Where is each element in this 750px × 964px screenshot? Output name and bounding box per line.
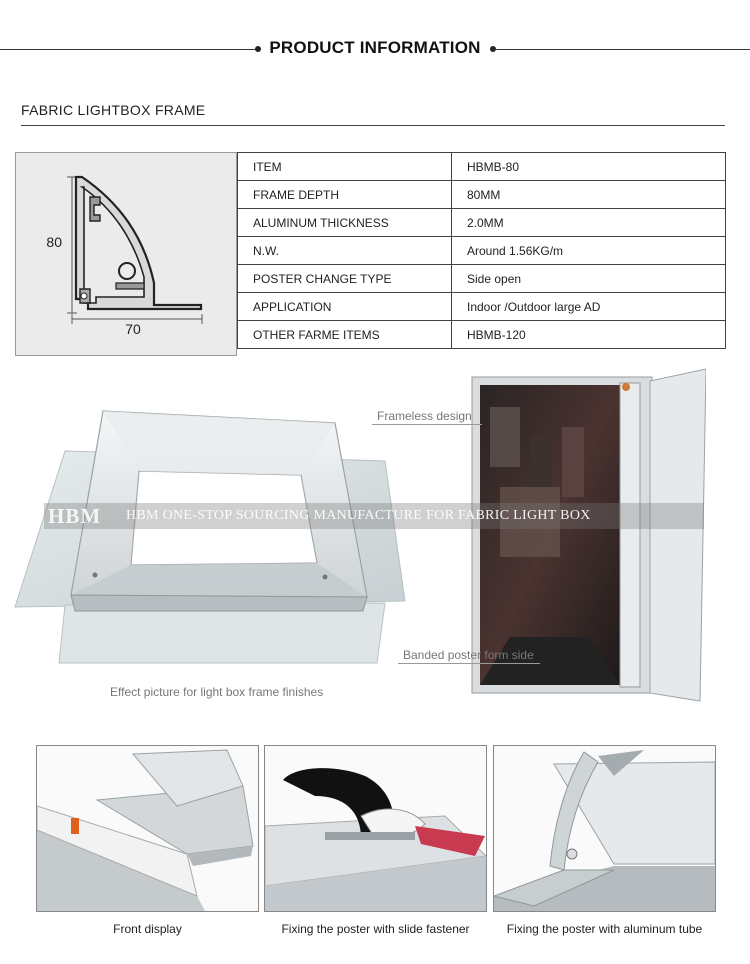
spec-key: ITEM	[238, 153, 452, 181]
caption-slide-fastener: Fixing the poster with slide fastener	[281, 922, 470, 936]
spec-key: POSTER CHANGE TYPE	[238, 265, 452, 293]
table-row	[238, 209, 726, 237]
header-line-left	[0, 49, 256, 50]
spec-table	[237, 152, 726, 349]
spec-key: FRAME DEPTH	[238, 181, 452, 209]
table-row	[238, 181, 726, 209]
table-row	[238, 237, 726, 265]
photo-slide-fastener	[264, 745, 487, 912]
callout-banded-line	[398, 663, 540, 664]
table-row	[238, 293, 726, 321]
watermark-band	[44, 503, 704, 529]
header-dot-left	[255, 46, 261, 52]
spec-value: 80MM	[452, 181, 726, 209]
spec-value: Side open	[452, 265, 726, 293]
table-row	[238, 265, 726, 293]
table-row	[238, 321, 726, 349]
frame-caption: Effect picture for light box frame finishes	[110, 685, 324, 699]
frame-effect-picture	[5, 405, 425, 667]
caption-front-display: Front display	[113, 922, 182, 936]
spec-key: OTHER FARME ITEMS	[238, 321, 452, 349]
photo-front-display	[36, 745, 259, 912]
profile-cross-section	[16, 153, 236, 355]
spec-value: Indoor /Outdoor large AD	[452, 293, 726, 321]
watermark-text: HBM ONE-STOP SOURCING MANUFACTURE FOR FABRIC LIGHT BOX	[126, 508, 591, 523]
caption-aluminum-tube: Fixing the poster with aluminum tube	[506, 922, 703, 936]
spec-value: 2.0MM	[452, 209, 726, 237]
page-title: PRODUCT INFORMATION	[269, 38, 481, 57]
watermark-logo: HBM	[48, 504, 102, 528]
spec-value: HBMB-120	[452, 321, 726, 349]
callout-frameless-line	[372, 424, 482, 425]
spec-key: APPLICATION	[238, 293, 452, 321]
header-line-right	[494, 49, 750, 50]
profile-height-label: 80	[46, 234, 62, 250]
spec-value: HBMB-80	[452, 153, 726, 181]
spec-value: Around 1.56KG/m	[452, 237, 726, 265]
profile-width-label: 70	[125, 321, 141, 337]
section-title: FABRIC LIGHTBOX FRAME	[21, 102, 206, 118]
section-divider	[21, 125, 725, 126]
table-row	[238, 153, 726, 181]
profile-drawing	[15, 152, 237, 356]
callout-frameless: Frameless design	[377, 409, 472, 423]
spec-key: ALUMINUM THICKNESS	[238, 209, 452, 237]
photo-aluminum-tube	[493, 745, 716, 912]
spec-key: N.W.	[238, 237, 452, 265]
callout-banded: Banded poster form side	[403, 648, 534, 662]
